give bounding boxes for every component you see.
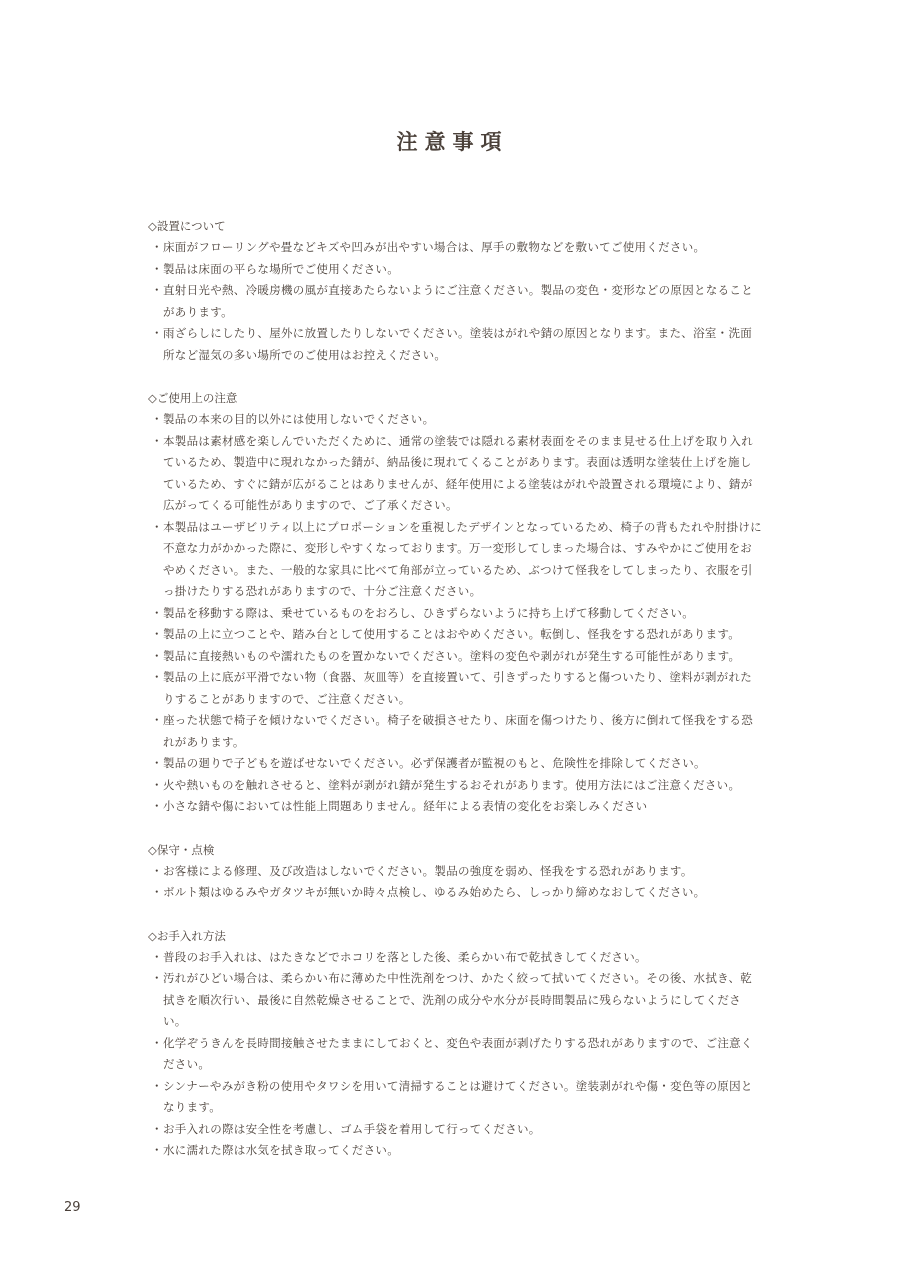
list-item: ・ 直射日光や熱、冷暖房機の風が直接あたらないようにご注意ください。製品の変色・変形などの原因となることがあります。 xyxy=(148,280,763,323)
list-item: ・ 床面がフローリングや畳などキズや凹みが出やすい場合は、厚手の敷物などを敷いてご使用ください。 xyxy=(148,237,763,259)
list-item: ・ 製品を移動する際は、乗せているものをおろし、ひきずらないように持ち上げて移動してください。 xyxy=(148,603,763,625)
list-item: ・ 本製品はユーザビリティ以上にプロポーションを重視したデザインとなっているため、椅子の背もたれや肘掛けに不意な力がかかった際に、変形しやすくなっております。万一変形してしまった場合は、すみやかにご使用をおやめください。また、一般的な家具に比べて角部が立っているため、ぶつけて怪我をしてしまったり、衣服を引っ掛けたりする恐れがありますので、十分ご注意ください。 xyxy=(148,517,763,603)
section-heading: ◇設置について xyxy=(148,219,226,233)
bullet-icon: ・ xyxy=(151,670,163,684)
bullet-icon: ・ xyxy=(151,863,163,878)
bullet-icon: ・ xyxy=(151,648,163,663)
list-item: ・ 座った状態で椅子を傾けないでください。椅子を破損させたり、床面を傷つけたり、後方に倒れて怪我をする恐れがあります。 xyxy=(148,710,763,753)
section-usage-precautions xyxy=(148,388,763,818)
bullet-icon: ・ xyxy=(151,605,163,620)
list-item: ・ 製品の本来の目的以外には使用しないでください。 xyxy=(148,409,763,431)
section-heading: ◇ご使用上の注意 xyxy=(148,391,238,405)
bullet-icon: ・ xyxy=(151,1143,163,1157)
section-heading: ◇保守・点検 xyxy=(148,842,215,857)
list-item: ・ 火や熱いものを触れさせると、塗料が剥がれ錆が発生するおそれがあります。使用方法にはご注意ください。 xyxy=(148,775,763,797)
list-item: ・ 製品の廻りで子どもを遊ばせないでください。必ず保護者が監視のもと、危険性を排除してください。 xyxy=(148,753,763,775)
list-item: ・ 汚れがひどい場合は、柔らかい布に薄めた中性洗剤をつけ、かたく絞って拭いてください。その後、水拭き、乾拭きを順次行い、最後に自然乾燥させることで、洗剤の成分や水分が長時間製品に残らないようにしてください。 xyxy=(148,968,763,1033)
bullet-icon: ・ xyxy=(151,240,163,254)
bullet-icon: ・ xyxy=(151,971,163,985)
list-item: ・ お手入れの際は安全性を考慮し、ゴム手袋を着用して行ってください。 xyxy=(148,1119,763,1141)
bullet-icon: ・ xyxy=(151,1121,163,1136)
list-item: ・ 製品に直接熱いものや濡れたものを置かないでください。塗料の変色や剥がれが発生する可能性があります。 xyxy=(148,646,763,668)
page-number: 29 xyxy=(64,1200,81,1215)
bullet-icon: ・ xyxy=(151,756,163,770)
list-item: ・ お客様による修理、及び改造はしないでください。製品の強度を弱め、怪我をする恐れがあります。 xyxy=(148,861,763,883)
list-item: ・ 本製品は素材感を楽しんでいただくために、通常の塗装では隠れる素材表面をそのまま見せる仕上げを取り入れているため、製造中に現れなかった錆が、納品後に現れてくることがあります。表面は透明な塗装仕上げを施しているため、すぐに錆が広がることはありませんが、経年使用による塗装はがれや設置される環境により、錆が広がってくる可能性がありますので、ご了承ください。 xyxy=(148,431,763,517)
bullet-icon: ・ xyxy=(151,1078,163,1093)
notes-content xyxy=(148,216,763,1184)
section-care-instructions xyxy=(148,926,763,1162)
section-installation xyxy=(148,216,763,366)
bullet-icon: ・ xyxy=(151,627,163,641)
bullet-icon: ・ xyxy=(151,433,163,448)
bullet-icon: ・ xyxy=(151,713,163,727)
list-item: ・ 水に濡れた際は水気を拭き取ってください。 xyxy=(148,1140,763,1162)
list-item: ・ 製品の上に立つことや、踏み台として使用することはおやめください。転倒し、怪我をする恐れがあります。 xyxy=(148,624,763,646)
bullet-icon: ・ xyxy=(151,519,163,534)
page-title: 注意事項 xyxy=(396,129,509,154)
bullet-icon: ・ xyxy=(151,283,163,297)
list-item: ・ 小さな錆や傷においては性能上問題ありません。経年による表情の変化をお楽しみください xyxy=(148,796,763,818)
list-item: ・ 雨ざらしにしたり、屋外に放置したりしないでください。塗装はがれや錆の原因となります。また、浴室・洗面所など湿気の多い場所でのご使用はお控えください。 xyxy=(148,323,763,366)
bullet-icon: ・ xyxy=(151,412,163,426)
list-item: ・ 化学ぞうきんを長時間接触させたままにしておくと、変色や表面が剥げたりする恐れがありますので、ご注意ください。 xyxy=(148,1033,763,1076)
bullet-icon: ・ xyxy=(151,885,163,899)
bullet-icon: ・ xyxy=(151,799,163,813)
section-maintenance-inspection xyxy=(148,840,763,904)
list-item: ・ 普段のお手入れは、はたきなどでホコリを落とした後、柔らかい布で乾拭きしてください。 xyxy=(148,947,763,969)
bullet-icon: ・ xyxy=(151,326,163,340)
list-item: ・ シンナーやみがき粉の使用やタワシを用いて清掃することは避けてください。塗装剥がれや傷・変色等の原因となります。 xyxy=(148,1076,763,1119)
section-heading: ◇お手入れ方法 xyxy=(148,928,226,943)
bullet-icon: ・ xyxy=(151,1035,163,1050)
list-item: ・ 製品の上に底が平滑でない物（食器、灰皿等）を直接置いて、引きずったりすると傷ついたり、塗料が剥がれたりすることがありますので、ご注意ください。 xyxy=(148,667,763,710)
list-item: ・ 製品は床面の平らな場所でご使用ください。 xyxy=(148,259,763,281)
list-item: ・ ボルト類はゆるみやガタツキが無いか時々点検し、ゆるみ始めたら、しっかり締めなおしてください。 xyxy=(148,882,763,904)
bullet-icon: ・ xyxy=(151,949,163,964)
bullet-icon: ・ xyxy=(151,777,163,792)
bullet-icon: ・ xyxy=(151,261,163,276)
